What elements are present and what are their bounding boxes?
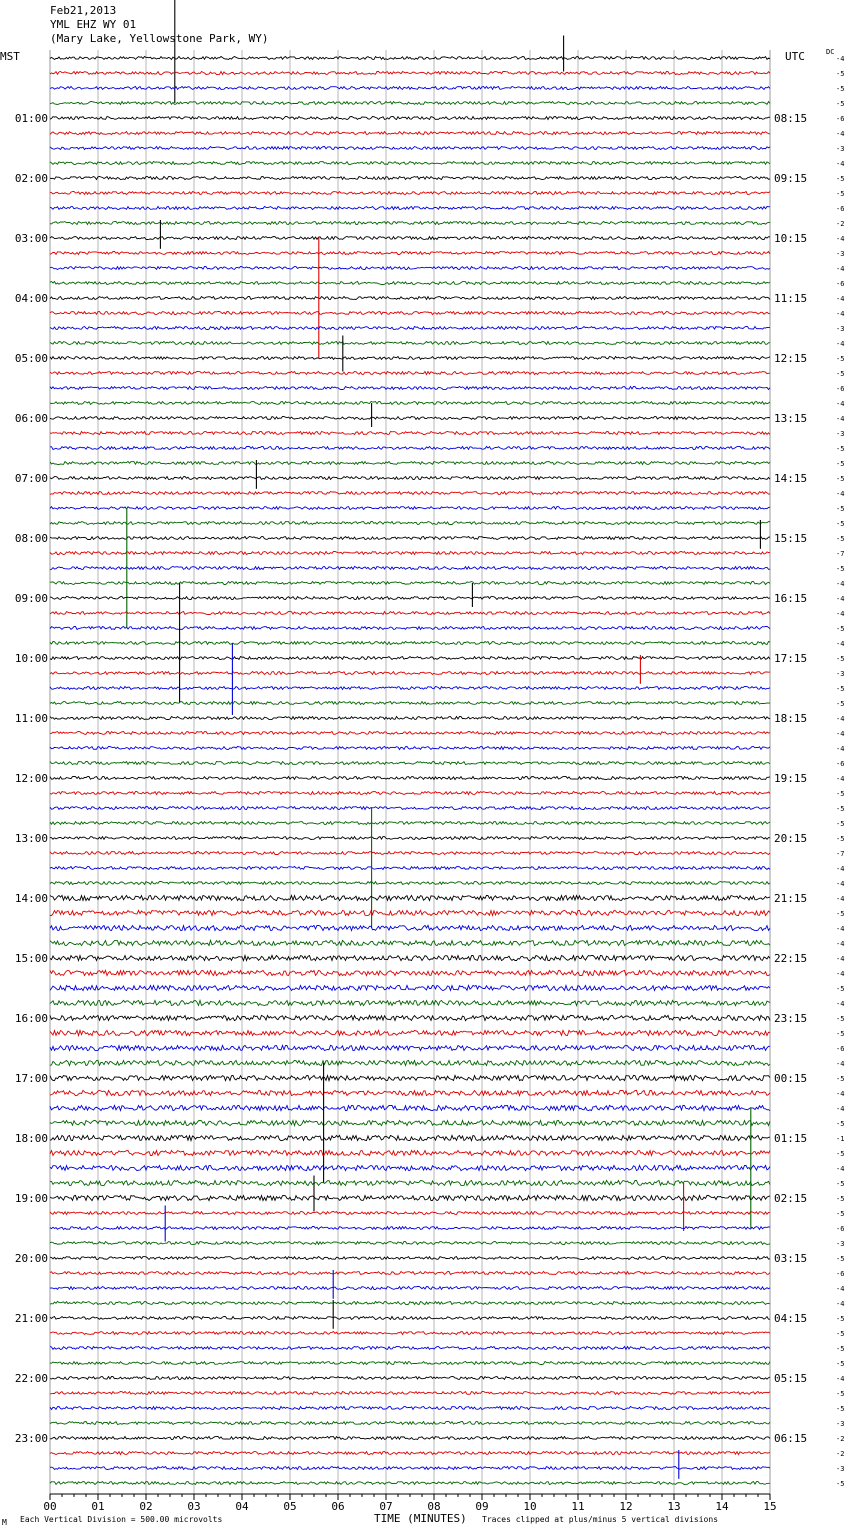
left-hour-label: 08:00 (14, 532, 48, 545)
seismic-trace (50, 925, 770, 930)
seismic-trace (50, 910, 770, 915)
x-tick-label: 09 (475, 1500, 489, 1513)
plot-date: Feb21,2013 (50, 4, 117, 17)
seismic-trace (50, 867, 770, 870)
dc-offset-value: -4 (836, 940, 845, 948)
left-hour-label: 04:00 (14, 292, 48, 305)
dc-offset-value: -7 (836, 850, 845, 858)
seismic-trace (50, 852, 770, 855)
dc-offset-value: -5 (836, 520, 845, 528)
dc-offset-value: -5 (836, 700, 845, 708)
right-hour-label: 03:15 (774, 1252, 808, 1265)
dc-offset-value: -5 (836, 1195, 845, 1203)
station-id: YML EHZ WY 01 (50, 18, 137, 31)
right-hour-label: 15:15 (774, 532, 808, 545)
seismic-trace (50, 1165, 770, 1170)
seismic-trace (50, 1467, 770, 1470)
dc-offset-value: -5 (836, 805, 845, 813)
seismic-trace (50, 1347, 770, 1350)
seismic-trace (50, 327, 770, 330)
dc-offset-value: -5 (836, 370, 845, 378)
seismic-trace (50, 1422, 770, 1425)
seismic-trace (50, 1150, 770, 1155)
dc-offset-value: -4 (836, 955, 845, 963)
seismic-trace (50, 822, 770, 825)
left-hour-label: 07:00 (14, 472, 48, 485)
dc-offset-value: -4 (836, 1060, 845, 1068)
right-hour-label: 09:15 (774, 172, 808, 185)
dc-offset-value: -4 (836, 1105, 845, 1113)
x-tick-label: 04 (235, 1500, 249, 1513)
left-hour-label: 19:00 (14, 1192, 48, 1205)
seismic-trace (50, 237, 770, 240)
dc-offset-value: -4 (836, 265, 845, 273)
x-tick-label: 07 (379, 1500, 393, 1513)
dc-offset-value: -4 (836, 1300, 845, 1308)
seismic-trace (50, 1180, 770, 1185)
right-hour-label: 20:15 (774, 832, 808, 845)
x-axis-title: TIME (MINUTES) (374, 1512, 467, 1525)
dc-offset-value: -4 (836, 490, 845, 498)
dc-offset-value: -4 (836, 1285, 845, 1293)
seismic-trace (50, 147, 770, 150)
dc-offset-value: -3 (836, 1465, 845, 1473)
dc-offset-value: -5 (836, 655, 845, 663)
dc-offset-value: -4 (836, 580, 845, 588)
seismic-trace (50, 567, 770, 570)
dc-offset-value: -5 (836, 835, 845, 843)
dc-offset-value: -4 (836, 925, 845, 933)
dc-offset-value: -4 (836, 1165, 845, 1173)
right-hour-label: 05:15 (774, 1372, 808, 1385)
dc-offset-value: -4 (836, 130, 845, 138)
dc-offset-value: -5 (836, 1480, 845, 1488)
left-hour-label: 01:00 (14, 112, 48, 125)
seismic-trace (50, 1362, 770, 1365)
seismic-trace (50, 462, 770, 465)
dc-offset-value: -5 (836, 1180, 845, 1188)
seismic-trace (50, 837, 770, 840)
dc-offset-value: -6 (836, 115, 845, 123)
dc-offset-value: -4 (836, 1090, 845, 1098)
station-location: (Mary Lake, Yellowstone Park, WY) (50, 32, 269, 45)
dc-offset-value: -4 (836, 730, 845, 738)
dc-offset-value: -3 (836, 430, 845, 438)
seismic-trace (50, 612, 770, 615)
seismic-trace (50, 507, 770, 510)
dc-offset-value: -5 (836, 1030, 845, 1038)
left-hour-label: 22:00 (14, 1372, 48, 1385)
dc-offset-value: -2 (836, 1435, 845, 1443)
dc-offset-value: -5 (836, 535, 845, 543)
left-hour-label: 21:00 (14, 1312, 48, 1325)
x-tick-label: 10 (523, 1500, 537, 1513)
x-tick-label: 06 (331, 1500, 345, 1513)
dc-offset-value: -5 (836, 190, 845, 198)
seismic-trace (50, 747, 770, 750)
seismic-trace (50, 132, 770, 135)
seismic-trace (50, 597, 770, 600)
dc-offset-value: -5 (836, 820, 845, 828)
x-tick-label: 15 (763, 1500, 777, 1513)
dc-offset-value: -5 (836, 1390, 845, 1398)
x-tick-label: 13 (667, 1500, 681, 1513)
dc-offset-value: -5 (836, 100, 845, 108)
dc-offset-value: -4 (836, 880, 845, 888)
dc-offset-value: -5 (836, 1075, 845, 1083)
left-hour-label: 17:00 (14, 1072, 48, 1085)
dc-offset-value: -7 (836, 550, 845, 558)
right-hour-label: 04:15 (774, 1312, 808, 1325)
dc-offset-value: -5 (836, 355, 845, 363)
dc-offset-value: -6 (836, 1225, 845, 1233)
dc-offset-value: -5 (836, 1315, 845, 1323)
seismic-trace (50, 1212, 770, 1215)
dc-offset-value: -5 (836, 1150, 845, 1158)
left-hour-label: 18:00 (14, 1132, 48, 1145)
seismic-trace (50, 882, 770, 885)
seismic-trace (50, 1195, 770, 1200)
seismic-trace (50, 1105, 770, 1110)
x-tick-label: 12 (619, 1500, 633, 1513)
dc-offset-value: -5 (836, 505, 845, 513)
seismic-trace (50, 1317, 770, 1320)
seismic-trace (50, 372, 770, 375)
dc-offset-value: -4 (836, 775, 845, 783)
seismic-trace (50, 222, 770, 225)
right-timezone-label: UTC (785, 50, 805, 63)
dc-offset-value: -4 (836, 1000, 845, 1008)
seismic-trace (50, 1392, 770, 1395)
seismic-trace (50, 207, 770, 210)
seismic-trace (50, 940, 770, 945)
corner-mark: M (2, 1518, 7, 1527)
dc-offset-value: -5 (836, 910, 845, 918)
seismic-trace (50, 1257, 770, 1260)
right-hour-label: 00:15 (774, 1072, 808, 1085)
seismic-trace (50, 1272, 770, 1275)
seismic-trace (50, 162, 770, 165)
seismic-trace (50, 297, 770, 300)
left-hour-label: 14:00 (14, 892, 48, 905)
dc-offset-value: -5 (836, 475, 845, 483)
right-hour-label: 17:15 (774, 652, 808, 665)
seismic-trace (50, 687, 770, 690)
dc-offset-value: -6 (836, 1270, 845, 1278)
scale-note: Each Vertical Division = 500.00 microvolts (20, 1515, 223, 1524)
x-tick-label: 02 (139, 1500, 153, 1513)
seismic-trace (50, 192, 770, 195)
seismic-trace (50, 492, 770, 495)
seismic-trace (50, 955, 770, 960)
seismic-trace (50, 1060, 770, 1065)
x-tick-label: 00 (43, 1500, 57, 1513)
seismic-trace (50, 792, 770, 795)
left-hour-label: 09:00 (14, 592, 48, 605)
seismic-trace (50, 1407, 770, 1410)
seismic-trace (50, 985, 770, 990)
dc-offset-value: -2 (836, 220, 845, 228)
dc-offset-value: -5 (836, 565, 845, 573)
dc-offset-value: -5 (836, 1120, 845, 1128)
seismic-trace (50, 1030, 770, 1035)
dc-offset-value: -4 (836, 400, 845, 408)
seismic-trace (50, 642, 770, 645)
seismic-trace (50, 672, 770, 675)
seismic-trace (50, 537, 770, 540)
seismic-trace (50, 117, 770, 120)
dc-offset-value: -6 (836, 205, 845, 213)
dc-offset-value: -5 (836, 1015, 845, 1023)
dc-offset-value: -5 (836, 625, 845, 633)
dc-offset-value: -6 (836, 760, 845, 768)
seismic-trace (50, 1377, 770, 1380)
dc-offset-value: -6 (836, 1045, 845, 1053)
left-hour-label: 16:00 (14, 1012, 48, 1025)
seismic-trace (50, 342, 770, 345)
x-tick-label: 14 (715, 1500, 729, 1513)
dc-offset-value: -4 (836, 55, 845, 63)
dc-offset-value: -3 (836, 1240, 845, 1248)
left-hour-label: 12:00 (14, 772, 48, 785)
dc-offset-value: -1 (836, 1135, 845, 1143)
dc-offset-value: -4 (836, 595, 845, 603)
left-hour-label: 02:00 (14, 172, 48, 185)
seismic-trace (50, 1482, 770, 1485)
seismic-trace (50, 1242, 770, 1245)
seismic-trace (50, 177, 770, 180)
dc-offset-value: -4 (836, 295, 845, 303)
right-hour-label: 18:15 (774, 712, 808, 725)
right-hour-label: 21:15 (774, 892, 808, 905)
right-hour-label: 11:15 (774, 292, 808, 305)
seismic-trace (50, 732, 770, 735)
right-hour-label: 23:15 (774, 1012, 808, 1025)
dc-offset-value: -4 (836, 235, 845, 243)
x-tick-label: 05 (283, 1500, 297, 1513)
seismic-trace (50, 1075, 770, 1080)
dc-offset-value: -5 (836, 1405, 845, 1413)
seismic-trace (50, 702, 770, 705)
dc-offset-value: -5 (836, 685, 845, 693)
left-hour-label: 20:00 (14, 1252, 48, 1265)
right-hour-label: 22:15 (774, 952, 808, 965)
seismic-trace (50, 807, 770, 810)
dc-offset-value: -5 (836, 1330, 845, 1338)
left-hour-label: 05:00 (14, 352, 48, 365)
dc-offset-value: -4 (836, 1375, 845, 1383)
dc-offset-value: -2 (836, 1450, 845, 1458)
left-hour-label: 06:00 (14, 412, 48, 425)
dc-offset-value: -5 (836, 790, 845, 798)
dc-offset-value: -5 (836, 85, 845, 93)
seismic-trace (50, 1287, 770, 1290)
dc-offset-value: -4 (836, 970, 845, 978)
left-hour-label: 11:00 (14, 712, 48, 725)
right-hour-label: 13:15 (774, 412, 808, 425)
seismic-trace (50, 312, 770, 315)
x-tick-label: 03 (187, 1500, 201, 1513)
seismic-trace (50, 1015, 770, 1020)
seismic-trace (50, 387, 770, 390)
seismic-trace (50, 762, 770, 765)
dc-offset-value: -4 (836, 715, 845, 723)
seismic-trace (50, 1000, 770, 1005)
x-tick-label: 11 (571, 1500, 585, 1513)
seismic-trace (50, 417, 770, 420)
dc-offset-value: -3 (836, 1420, 845, 1428)
seismic-trace (50, 1332, 770, 1335)
right-hour-label: 12:15 (774, 352, 808, 365)
dc-offset-value: -4 (836, 415, 845, 423)
seismic-trace (50, 72, 770, 75)
right-hour-label: 16:15 (774, 592, 808, 605)
seismic-trace (50, 1090, 770, 1095)
left-hour-label: 23:00 (14, 1432, 48, 1445)
seismic-trace (50, 1452, 770, 1455)
right-hour-label: 01:15 (774, 1132, 808, 1145)
seismic-trace (50, 895, 770, 900)
seismic-trace (50, 447, 770, 450)
seismic-trace (50, 1135, 770, 1140)
seismic-trace (50, 267, 770, 270)
seismic-trace (50, 627, 770, 630)
seismic-trace (50, 102, 770, 105)
right-hour-label: 02:15 (774, 1192, 808, 1205)
seismic-trace (50, 1045, 770, 1050)
left-hour-label: 10:00 (14, 652, 48, 665)
seismic-trace (50, 522, 770, 525)
right-hour-label: 14:15 (774, 472, 808, 485)
seismic-trace (50, 252, 770, 255)
seismic-trace (50, 582, 770, 585)
seismic-trace (50, 1437, 770, 1440)
dc-offset-value: -5 (836, 445, 845, 453)
dc-offset-value: -3 (836, 670, 845, 678)
right-hour-label: 19:15 (774, 772, 808, 785)
x-tick-label: 01 (91, 1500, 105, 1513)
seismic-trace (50, 57, 770, 60)
right-hour-label: 10:15 (774, 232, 808, 245)
right-hour-label: 08:15 (774, 112, 808, 125)
seismic-trace (50, 717, 770, 720)
dc-offset-value: -4 (836, 865, 845, 873)
dc-offset-value: -5 (836, 460, 845, 468)
clip-note: Traces clipped at plus/minus 5 vertical divisions (482, 1515, 719, 1524)
dc-offset-header: DC (826, 48, 835, 56)
dc-offset-value: -5 (836, 985, 845, 993)
dc-offset-value: -5 (836, 1255, 845, 1263)
dc-offset-value: -4 (836, 310, 845, 318)
right-hour-label: 06:15 (774, 1432, 808, 1445)
dc-offset-value: -5 (836, 1345, 845, 1353)
dc-offset-value: -5 (836, 70, 845, 78)
dc-offset-value: -3 (836, 325, 845, 333)
x-tick-label: 08 (427, 1500, 441, 1513)
seismic-trace (50, 282, 770, 285)
dc-offset-value: -4 (836, 610, 845, 618)
dc-offset-value: -3 (836, 250, 845, 258)
seismic-trace (50, 87, 770, 90)
seismic-trace (50, 402, 770, 405)
seismic-trace (50, 777, 770, 780)
left-hour-label: 15:00 (14, 952, 48, 965)
seismic-trace (50, 432, 770, 435)
seismic-trace (50, 477, 770, 480)
seismic-trace (50, 657, 770, 660)
dc-offset-value: -5 (836, 175, 845, 183)
dc-offset-value: -4 (836, 640, 845, 648)
left-hour-label: 13:00 (14, 832, 48, 845)
seismic-trace (50, 552, 770, 555)
dc-offset-value: -4 (836, 895, 845, 903)
dc-offset-value: -4 (836, 745, 845, 753)
dc-offset-value: -3 (836, 145, 845, 153)
left-hour-label: 03:00 (14, 232, 48, 245)
dc-offset-value: -6 (836, 280, 845, 288)
left-timezone-label: MST (0, 50, 20, 63)
seismic-trace (50, 970, 770, 975)
seismic-trace (50, 357, 770, 360)
seismic-trace (50, 1302, 770, 1305)
dc-offset-value: -6 (836, 385, 845, 393)
seismic-trace (50, 1227, 770, 1230)
dc-offset-value: -5 (836, 1210, 845, 1218)
seismic-trace (50, 1120, 770, 1125)
dc-offset-value: -4 (836, 160, 845, 168)
dc-offset-value: -5 (836, 1360, 845, 1368)
dc-offset-value: -4 (836, 340, 845, 348)
